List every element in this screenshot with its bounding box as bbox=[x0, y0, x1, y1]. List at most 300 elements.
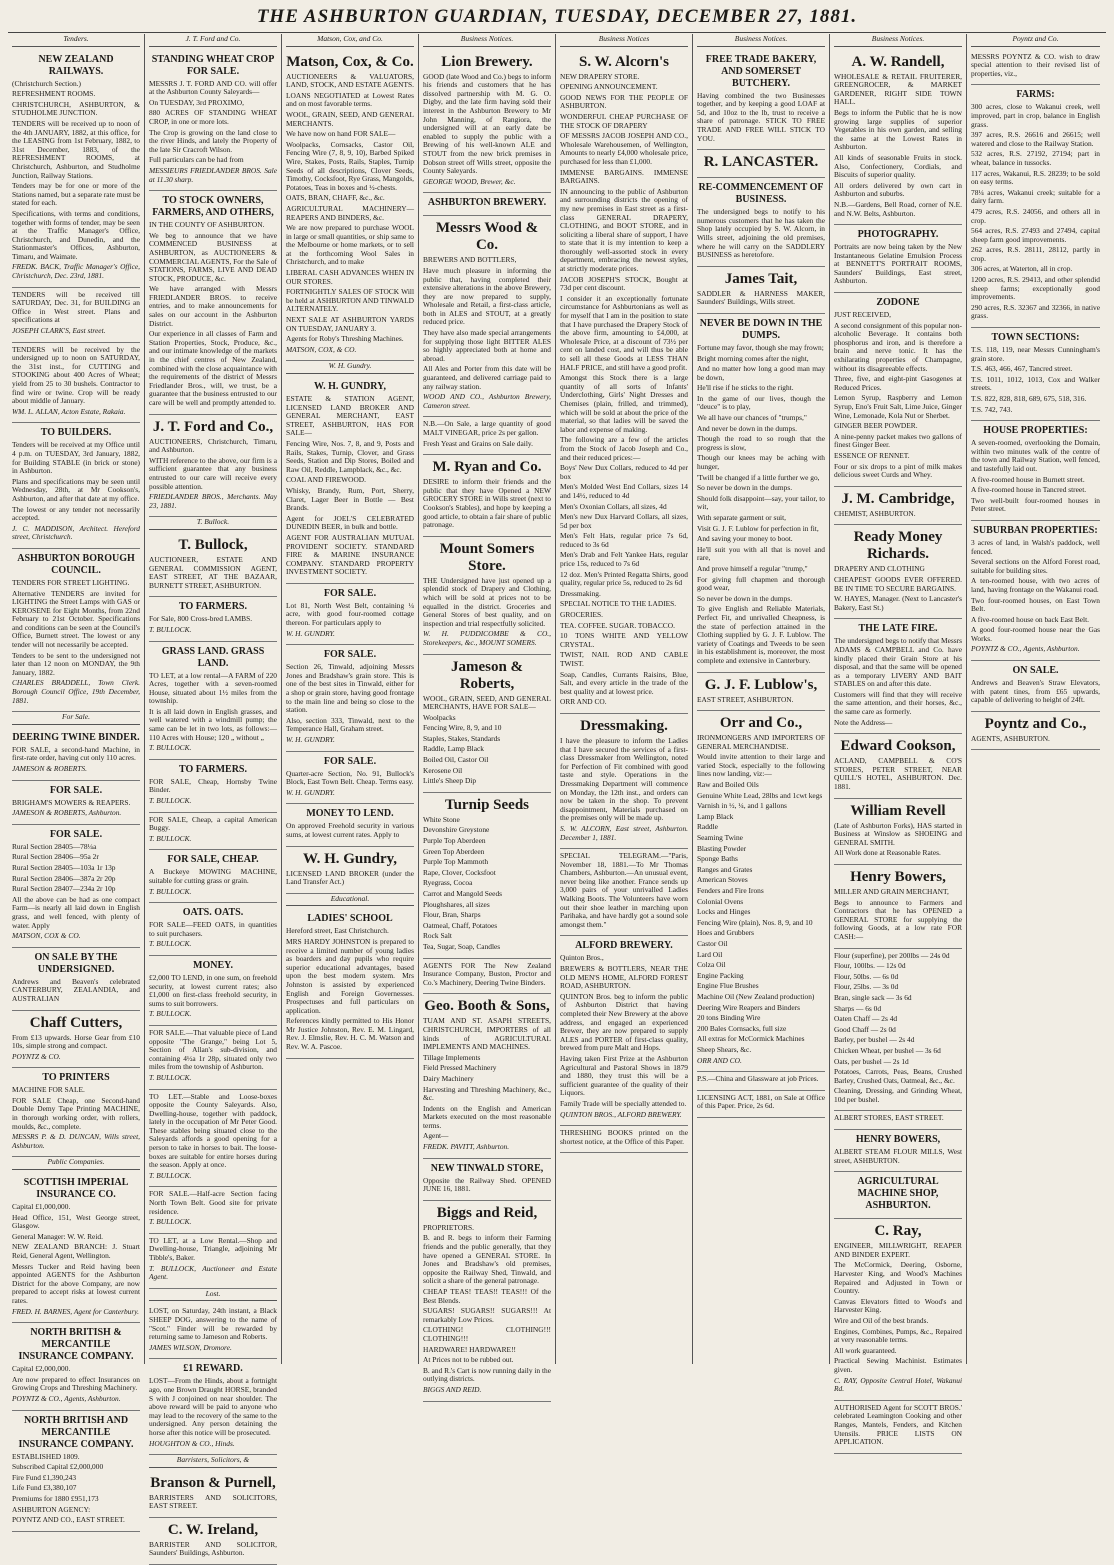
ad-text: I have the pleasure to inform the Ladies that I have secured the services of a first-class Dressmaker from Wellington, noted for Perfection of Fit combined with good taste and style. Operations in the Dressmaking Department will commence on Monday, the 12th inst., and orders can now be taken in the shop. To prevent disappointment, Materials purchased on the premises only will be made up. bbox=[560, 735, 688, 823]
advertisement bbox=[149, 956, 277, 1026]
ad-signature: MESSIEURS FRIEDLANDER BROS. Sale at 11.30 sharp. bbox=[149, 165, 277, 184]
column-header: For Sale. bbox=[12, 712, 140, 725]
ad-text: A nine-penny packet makes two gallons of finest Ginger Beer. bbox=[834, 431, 962, 450]
ad-text: ORR AND CO. bbox=[560, 697, 607, 707]
ad-text: Two well-built four-roomed houses in Peter street. bbox=[971, 495, 1100, 514]
ad-text: And never be down in the dumps. bbox=[697, 423, 797, 433]
ad-text: Engine Flue Brushes bbox=[697, 981, 759, 991]
ad-text: FOR SALE, Cheap, a capital American Buggy. bbox=[149, 814, 277, 833]
advertisement bbox=[286, 909, 414, 1058]
ad-signature: JAMESON & ROBERTS, Ashburton. bbox=[12, 808, 122, 818]
ad-text: Rural Section 28405—78¼a bbox=[12, 841, 97, 851]
advertisement bbox=[12, 825, 140, 948]
ad-text: The McCormick, Deering, Osborne, Harvester King, and Wood's Machines Repaired and Adjusted in Town or Country. bbox=[834, 1260, 962, 1296]
column-header: Business Notices. bbox=[423, 34, 551, 47]
ad-text: 300 acres, close to Wakanui creek, well improved, part in crop, balance in English grass. bbox=[971, 102, 1100, 129]
ad-heading: RE-COMMENCEMENT OF BUSINESS. bbox=[698, 182, 824, 206]
advertisement bbox=[423, 193, 551, 216]
advertisement bbox=[12, 1173, 140, 1323]
ad-text: N.B.—On Sale, a large quantity of good MALT VINEGAR, price 2s per gallon. bbox=[423, 419, 551, 437]
ad-text: Boiled Oil, Castor Oil bbox=[423, 755, 489, 765]
ad-signature: T. BULLOCK. bbox=[149, 1009, 192, 1019]
ad-text: CLOTHING! CLOTHING!!! CLOTHING!!! bbox=[423, 1325, 551, 1343]
ad-text: Ranges and Grates bbox=[697, 864, 753, 874]
ad-heading: FOR SALE. bbox=[323, 649, 377, 661]
column-7 bbox=[830, 34, 967, 1447]
ad-signature: T. BULLOCK. bbox=[149, 939, 192, 949]
advertisement bbox=[423, 537, 551, 655]
advertisement bbox=[149, 1471, 277, 1518]
advertisement bbox=[12, 423, 140, 549]
advertisement bbox=[834, 619, 962, 734]
ad-text: Four or six drops to a pint of milk makes delicious sweet Curds and Whey. bbox=[834, 461, 962, 480]
ad-text: Fencing Wire, 8, 9, and 10 bbox=[423, 723, 502, 733]
ad-text: IN THE COUNTY OF ASHBURTON. bbox=[149, 220, 265, 230]
ad-text: For Sale, 800 Cross-bred LAMBS. bbox=[149, 614, 253, 624]
ad-heading: A. W. Randell, bbox=[851, 53, 945, 70]
ad-text: Though the road to so rough that the progress is slow, bbox=[697, 434, 825, 452]
ad-heading: William Revell bbox=[850, 802, 946, 819]
ad-text: Green Top Aberdeen bbox=[423, 846, 485, 856]
ad-text: 880 ACRES OF STANDING WHEAT CROP, in one or more lots. bbox=[149, 108, 277, 126]
ad-text: BREWERS AND BOTTLERS, bbox=[423, 255, 517, 265]
ad-text: FOR SALE Cheap, one Second-hand Double Demy Tape Printing MACHINE, in thorough working order, with rollers, moulds, &c., complete. bbox=[12, 1095, 140, 1131]
ad-text: ACLAND, CAMPBELL & CO'S STORES, PETER STREET, NEAR QUILL'S HOTEL, ASHBURTON. Dec. 1881. bbox=[834, 756, 962, 792]
column-5 bbox=[556, 34, 693, 1364]
advertisement bbox=[834, 487, 962, 526]
ad-text: General Manager: W. W. Reid. bbox=[12, 1231, 103, 1241]
ad-text: Head Office, 151, West George street, Glasgow. bbox=[12, 1212, 140, 1231]
ad-text: Ryegrass, Cocoa bbox=[423, 878, 473, 888]
ad-text: (Christchurch Section.) bbox=[12, 78, 81, 88]
ad-heading: W. H. GUNDRY, bbox=[314, 381, 386, 392]
ad-text: CHRISTCHURCH, ASHBURTON, & STUDHOLME JUNCTION. bbox=[12, 99, 140, 118]
advertisement bbox=[12, 50, 140, 288]
ad-text: Boys' New Dux Collars, reduced to 4d per box bbox=[560, 463, 688, 481]
ad-text: BREWERS & BOTTLERS, NEAR THE OLD MEN'S HOME, ALFORD FOREST ROAD, ASHBURTON. bbox=[560, 964, 688, 991]
ad-text: Begs to inform the Public that he is now growing large supplies of superior Vegetables in his own garden, and selling the same at the Lowest Rates in Ashburton. bbox=[834, 107, 962, 152]
ad-signature: T. BULLOCK. bbox=[149, 1072, 192, 1082]
ad-text: NEXT SALE AT ASHBURTON YARDS ON TUESDAY, JANUARY 3. bbox=[286, 315, 414, 333]
ad-text: Tenders may be for one or more of the Stations named, but a separate rate must be stated for each. bbox=[12, 181, 140, 208]
advertisement bbox=[286, 645, 414, 751]
advertisement bbox=[12, 781, 140, 825]
ad-text: Though our knees may be aching with hunger, bbox=[697, 453, 825, 472]
ad-text: Andrews and Beaven's celebrated CANTERBURY, ZEALANDIA, and AUSTRALIAN bbox=[12, 976, 140, 1003]
ad-text: Men's Oxonian Collars, all sizes, 4d bbox=[560, 501, 667, 511]
ad-heading: C. Ray, bbox=[874, 1223, 922, 1240]
ad-text: T.S. 822, 828, 818, 689, 675, 518, 316. bbox=[971, 394, 1087, 403]
ad-text: 3 acres of land, in Walsh's paddock, well fenced. bbox=[971, 537, 1100, 556]
ad-signature: T. BULLOCK. bbox=[149, 1170, 192, 1180]
ad-signature: FRED. H. BARNES, Agent for Canterbury. bbox=[12, 1306, 139, 1316]
ad-text: Dressmaking. bbox=[560, 588, 601, 598]
ad-text: WOOL, GRAIN, SEED, AND GENERAL MERCHANTS. bbox=[286, 109, 414, 128]
ad-text: Carrot and Mangold Seeds bbox=[423, 889, 503, 898]
ad-heading: J. T. Ford and Co., bbox=[152, 418, 274, 435]
ad-text: ALBERT STORES, EAST STREET. bbox=[834, 1113, 944, 1123]
ad-text: Have much pleasure in informing the public that, having completed their extensive alterations in the above Brewery, they are now prepared to supply, Wholesale and Retail, a first-class article, both in ALES and STOUT, at a greatly reduced price. bbox=[423, 265, 551, 327]
advertisement bbox=[423, 216, 551, 417]
ad-text: IN announcing to the public of Ashburton and surrounding districts the opening of my new premises in East street as a first-class GENERAL DRAPERY, CLOTHING, and BOOT STORE, and in soliciting a liberal share of support, I have to state that it is my intention to keep a thoroughly well-assorted stock in every department, embracing the newest styles, at strictly moderate prices. bbox=[560, 186, 688, 274]
ad-text: T.S. 463, 466, 467, Tancred street. bbox=[971, 364, 1073, 374]
ad-text: Are now prepared to effect Insurances on Growing Crops and Threshing Machinery. bbox=[12, 1374, 140, 1393]
ad-text: OPENING ANNOUNCEMENT. bbox=[560, 82, 658, 92]
ad-text: GOOD (late Wood and Co.) begs to inform his friends and customers that he has dissolved partnership with M. G. O. Digby, and the late firm having sold their interest in the Ashburton Brewery to Mr John Manning, of Rangiora, the undersigned will at an early date be enabled to supply the public with a Brewing of his well-known ALE and STOUT from the new brick premises in Dobson street off Wills street, opposite the County Saleyards. bbox=[423, 71, 551, 176]
ad-text: OF MESSRS JACOB JOSEPH AND CO., Wholesale Warehousemen, of Wellington, Amounts to nearly £4,000 wholesale price, purchased for less than £1,000. bbox=[560, 131, 688, 166]
ad-text: Capital £1,000,000. bbox=[12, 1202, 71, 1212]
advertisement bbox=[286, 50, 414, 362]
advertisement bbox=[423, 994, 551, 1158]
advertisement bbox=[697, 50, 825, 151]
ad-text: At Prices not to be rubbed out. bbox=[423, 1355, 514, 1365]
column-header: Business Notices. bbox=[697, 34, 825, 47]
ad-heading: ASHBURTON BREWERY. bbox=[427, 197, 547, 209]
ad-text: A good four-roomed house near the Gas Works. bbox=[971, 625, 1100, 643]
ad-text: Flour, Bran, Sharps bbox=[423, 910, 481, 920]
ad-text: Two four-roomed houses, on East Town Belt. bbox=[971, 595, 1100, 614]
ad-text: TENDERS FOR STREET LIGHTING. bbox=[12, 577, 130, 587]
advertisement bbox=[834, 949, 962, 1112]
ad-text: WONDERFUL CHEAP PURCHASE OF THE STOCK OF DRAPERY bbox=[560, 111, 688, 130]
ad-signature: MATSON, COX & CO. bbox=[12, 931, 81, 941]
ad-text: Would invite attention to their large and varied Stock, especially to the following lines now landing, viz:— bbox=[697, 752, 825, 779]
advertisement bbox=[12, 1068, 140, 1157]
ad-text: GROCERIES. bbox=[560, 610, 603, 620]
ad-text: Whisky, Brandy, Rum, Port, Sherry, Claret, Lager Beer in Bottle — Best Brands. bbox=[286, 485, 414, 513]
ad-text: The Crop is growing on the land close to the river Hinds, and lately the Property of the late Sir Cracroft Wilson. bbox=[149, 127, 277, 154]
ad-text: T.S. 1011, 1012, 1013, Cox and Walker streets. bbox=[971, 374, 1100, 393]
ad-signature: MATSON, COX, & CO. bbox=[286, 344, 357, 354]
advertisement bbox=[423, 1159, 551, 1201]
ad-text: 306 acres, at Waterton, all in crop. bbox=[971, 264, 1073, 274]
ad-heading: Matson, Cox, & Co. bbox=[286, 53, 414, 70]
advertisement bbox=[149, 533, 277, 597]
ad-text: B. and R.'s Cart is now running daily in the outlying districts. bbox=[423, 1365, 551, 1384]
ad-heading: J. M. Cambridge, bbox=[841, 490, 955, 507]
column-4 bbox=[419, 34, 556, 1394]
ad-text: Fresh Yeast and Grains on Sale daily. bbox=[423, 438, 533, 448]
ad-heading: TO PRINTERS bbox=[42, 1072, 110, 1084]
column-header: Business Notices bbox=[560, 34, 688, 47]
ad-text: Deering Wire Reapers and Binders bbox=[697, 1002, 800, 1012]
ad-text: Rural Section 28407—234a 2r 10p bbox=[12, 884, 116, 894]
ad-text: TO LET, at a low rental—A FARM of 220 Acres, together with a seven-roomed House, situated about 1½ miles from the township. bbox=[149, 670, 277, 706]
ad-text: FOR SALE—FEED OATS, in quantities to suit purchasers. bbox=[149, 920, 277, 938]
advertisement bbox=[834, 225, 962, 293]
ad-text: He'll rise if he sticks to the right. bbox=[697, 383, 794, 393]
ad-text: SPECIAL NOTICE TO THE LADIES. bbox=[560, 599, 677, 609]
ad-text: All extras for McCormick Machines bbox=[697, 1034, 805, 1044]
ad-text: Woolpacks bbox=[423, 712, 456, 722]
ad-text: TEA. COFFEE. SUGAR. TOBACCO. bbox=[560, 620, 675, 630]
column-header: Lost. bbox=[149, 1289, 277, 1302]
ad-heading: FOR SALE. bbox=[49, 784, 103, 796]
ad-text: 262 acres, R.S. 28111, 28112, partly in crop. bbox=[971, 245, 1100, 263]
ad-heading: Messrs Wood & Co. bbox=[435, 220, 539, 254]
ad-text: ASHBURTON AGENCY: bbox=[12, 1504, 91, 1514]
ad-text: Agent— bbox=[423, 1131, 449, 1141]
ad-heading: FREE TRADE BAKERY, AND SOMERSET BUTCHERY. bbox=[705, 53, 817, 89]
ad-text: THRESHING BOOKS printed on the shortest notice, at the Office of this Paper. bbox=[560, 1128, 688, 1146]
ad-text: 20 tons Binding Wire bbox=[697, 1013, 761, 1023]
advertisement bbox=[286, 377, 414, 584]
ad-text: Fencing Wire, Nos. 7, 8, and 9, Posts and Rails, Stakes, Turnip, Clover, and Grass Seeds, Station and Dip Stores, Boiled and Raw Oil, Reddle, Lampblack, &c., &c. bbox=[286, 438, 414, 474]
ad-text: Dairy Machinery bbox=[423, 1073, 474, 1083]
advertisement bbox=[149, 1304, 277, 1359]
advertisement bbox=[149, 1187, 277, 1233]
ad-text: Soap, Candles, Currants Raisins, Blue, Salt, and every article in the trade of the best quality and at lowest price. bbox=[560, 669, 688, 696]
ad-text: AGENT FOR AUSTRALIAN MUTUAL PROVIDENT SOCIETY. STANDARD FIRE & MARINE INSURANCE COMPANY. STANDARD PROPERTY INVESTMENT SOCIETY. bbox=[286, 532, 414, 577]
ad-text: The undersigned begs to notify to his numerous customers that he has taken the Shop lately occupied by S. W. Alcorn, in Wills street, adjoining the old premises, where he will carry on the SADDLERY BUSINESS as heretofore. bbox=[697, 207, 825, 260]
ad-text: We beg to announce that we have COMMENCED BUSINESS at ASHBURTON, as AUCTIONEERS & COMMERCIAL AGENTS, For the Sale of STATIONS, FARMS, LIVE AND DEAD STOCK, PRODUCE, &c. bbox=[149, 230, 277, 283]
ad-heading: LADIES' SCHOOL bbox=[307, 913, 393, 925]
ad-text: OATS, BRAN, CHAFF, &c., &c. bbox=[286, 193, 385, 203]
ad-text: Life Fund £3,380,107 bbox=[12, 1483, 77, 1493]
ad-heading: Turnip Seeds bbox=[444, 796, 530, 813]
ad-text: Lemon Syrup, Raspberry and Lemon Syrup, Eno's Fruit Salt, Lime Juice, Ginger Wine, Lemonade, Kola Nut or Sherbet. bbox=[834, 393, 962, 420]
column-header: Public Companies. bbox=[12, 1157, 140, 1170]
column-header: W. H. Gundry. bbox=[286, 361, 414, 374]
column-1 bbox=[8, 34, 145, 1525]
ad-heading: Henry Bowers, bbox=[850, 869, 946, 885]
advertisement bbox=[286, 847, 414, 894]
ad-heading: MONEY. bbox=[193, 959, 233, 971]
ad-text: Begs to announce to Farmers and Contractors that he has OPENED a GENERAL STORE for supplying the following Goods, at a low rate FOR CASH:— bbox=[834, 897, 962, 941]
ad-text: So never be down in the dumps. bbox=[697, 593, 793, 603]
ad-text: Sharps — 6s 0d bbox=[834, 1003, 882, 1013]
ad-text: Note the Address— bbox=[834, 717, 893, 727]
ad-text: Staples, Stakes, Standards bbox=[423, 733, 501, 743]
ad-signature: W. H. GUNDRY. bbox=[286, 735, 335, 744]
ad-text: CHEAP TEAS! TEAS!! TEAS!!! Of the Best Blends. bbox=[423, 1287, 551, 1305]
ad-text: And prove himself a regular "trump," bbox=[697, 563, 808, 573]
advertisement bbox=[149, 813, 277, 851]
ad-heading: ASHBURTON BOROUGH COUNCIL. bbox=[17, 552, 135, 576]
advertisement bbox=[560, 1126, 688, 1153]
ad-heading: SUBURBAN PROPERTIES: bbox=[973, 524, 1098, 536]
ad-heading: NEW TINWALD STORE, bbox=[430, 1162, 544, 1174]
ad-heading: FOR SALE. bbox=[49, 828, 103, 840]
ad-text: Indents on the English and American Markets executed on the most reasonable terms. bbox=[423, 1103, 551, 1130]
ad-text: LOANS NEGOTIATED at Lowest Rates and on most favorable terms. bbox=[286, 90, 414, 109]
ad-text: On approved Freehold security in various sums, at lowest current rates. Apply to bbox=[286, 821, 414, 839]
advertisement bbox=[697, 1072, 825, 1091]
ad-text: 564 acres, R.S. 27493 and 27494, capital sheep farm good improvements. bbox=[971, 226, 1100, 244]
ad-text: 200 Bales Cornsacks, full size bbox=[697, 1023, 787, 1033]
advertisement bbox=[834, 525, 962, 619]
ad-signature: CHARLES BRADDELL, Town Clerk. Borough Council Office, 19th December, 1881. bbox=[12, 678, 140, 705]
ad-text: COAL AND FIREWOOD. bbox=[286, 475, 366, 485]
ad-text: Ploughshares, all sizes bbox=[423, 899, 490, 909]
ad-text: ENGINEER, MILLWRIGHT, REAPER AND BINDER EXPERT. bbox=[834, 1241, 962, 1259]
column-header: Educational. bbox=[286, 894, 414, 907]
advertisement bbox=[834, 865, 962, 949]
ad-heading: Geo. Booth & Sons, bbox=[424, 998, 550, 1015]
ad-text: SUGARS! SUGARS!! SUGARS!!! At remarkably Low Prices. bbox=[423, 1306, 551, 1324]
ad-text: NEW DRAPERY STORE. bbox=[560, 71, 640, 81]
ad-text: Messrs Tucker and Reid having been appointed AGENTS for the Ashburton District for the above Company, are now prepared to accept risks at lowest current rates. bbox=[12, 1261, 140, 1305]
advertisement bbox=[149, 1090, 277, 1188]
advertisement bbox=[697, 314, 825, 673]
ad-text: Also, section 333, Tinwald, next to the Temperance Hall, Graham street. bbox=[286, 715, 414, 734]
ad-text: JACOB JOSEPH'S STOCK, Bought at 73d per cent discount. bbox=[560, 274, 688, 293]
advertisement bbox=[12, 1323, 140, 1410]
ad-signature: FREDK. PAVITT, Ashburton. bbox=[423, 1142, 510, 1152]
ad-text: 78¼ acres, Wakanui creek; suitable for a dairy farm. bbox=[971, 187, 1100, 206]
ad-text: T.S. 742, 743. bbox=[971, 404, 1013, 414]
ad-text: With separate garment or suit, bbox=[697, 513, 786, 522]
ad-signature: POYNTZ & CO. bbox=[12, 1051, 61, 1061]
ad-text: Oatmeal, Chaff, Potatoes bbox=[423, 920, 498, 930]
advertisement bbox=[12, 948, 140, 1011]
ad-text: Cleaning, Dressing, and Grinding Wheat, 10d per bushel. bbox=[834, 1086, 962, 1104]
ad-heading: W. H. Gundry, bbox=[302, 850, 398, 867]
ad-signature: S. W. ALCORN, East street, Ashburton. December 1, 1881. bbox=[560, 823, 688, 842]
ad-heading: C. W. Ireland, bbox=[167, 1521, 259, 1538]
advertisement bbox=[697, 267, 825, 314]
advertisement bbox=[560, 849, 688, 936]
ad-text: Sheep Shears, &c. bbox=[697, 1044, 752, 1054]
ad-text: TENDERS will be received till SATURDAY, Dec. 31, for BUILDING an Office in West street. Plans and specifications at bbox=[12, 289, 140, 325]
ad-text: Varnish in ½, ¼, and 1 gallons bbox=[697, 801, 787, 811]
ad-text: LOST—From the Hinds, about a fortnight ago, one Brown Draught HORSE, branded S with J conjoined on near shoulder. The above reward will be paid to anyone who may lead to the recovery of the same to the undersigned. Any person detaining the horse after this notice will be prosecuted. bbox=[149, 1376, 277, 1437]
ad-text: All Work done at Reasonable Rates. bbox=[834, 848, 941, 858]
ad-heading: AGRICULTURAL MACHINE SHOP, ASHBURTON. bbox=[857, 1176, 939, 1212]
ad-heading: TO STOCK OWNERS, FARMERS, AND OTHERS, bbox=[152, 195, 274, 219]
advertisement bbox=[834, 734, 962, 798]
ad-signature: POYNTZ & CO., Agents, Ashburton. bbox=[12, 1393, 121, 1403]
ad-text: Locks and Hinges bbox=[697, 907, 751, 917]
ad-text: A Buckeye MOWING MACHINE, suitable for cutting grass or grain. bbox=[149, 867, 277, 885]
ad-text: Seaming Twine bbox=[697, 833, 743, 843]
ad-text: Little's Sheep Dip bbox=[423, 776, 477, 786]
advertisement bbox=[149, 1234, 277, 1289]
ad-text: A seven-roomed, overlooking the Domain, within two minutes walk of the centre of the town and Railway Station, well fenced, and tastefully laid out. bbox=[971, 438, 1100, 473]
ad-text: 12 doz. Men's Printed Regatta Shirts, good quality, regular price 5s, reduced to 2s 6d bbox=[560, 569, 688, 588]
ad-signature: W. H. GUNDRY. bbox=[286, 787, 335, 797]
ad-text: Sponge Baths bbox=[697, 854, 738, 864]
ad-text: Bright morning comes after the night, bbox=[697, 353, 809, 363]
ad-heading: FOR SALE. bbox=[323, 587, 377, 599]
ad-text: Practical Sewing Machinist. Estimates given. bbox=[834, 1356, 962, 1374]
ad-text: TO LET.—Stable and Loose-boxes opposite the County Saleyards. Also, Dwelling-house, together with paddock, lately in the occupation of Mr Peter Good. These stables being situated close to the Saleyards affords a good opening for a person to take in horses to bait. The loose-boxes are suitable for entire horses during the season. Apply at once. bbox=[149, 1091, 277, 1170]
ad-text: ALBERT STEAM FLOUR MILLS, West street, ASHBURTON. bbox=[834, 1147, 962, 1165]
ad-heading: TOWN SECTIONS: bbox=[991, 332, 1080, 344]
column-2 bbox=[145, 34, 282, 1558]
ad-text: Plans and specifications may be seen until Wednesday, 28th, at Mr Cookson's, Ashburton, and after that date at my office. bbox=[12, 476, 140, 503]
ad-signature: T. BULLOCK, Auctioneer and Estate Agent. bbox=[149, 1263, 277, 1282]
ad-text: FORTNIGHTLY SALES OF STOCK Will be held at ASHBURTON AND TINWALD ALTERNATELY. bbox=[286, 287, 414, 314]
ad-text: Agents for Roby's Threshing Machines. bbox=[286, 334, 404, 344]
ad-signature: ORR AND CO. bbox=[697, 1055, 742, 1065]
ad-text: THE Undersigned have just opened up a splendid stock of Drapery and Clothing, which will be sold at prices not to be equalled in the district. Groceries and General Stores of best quality, and on inspection and trial respectfully solicited. bbox=[423, 575, 551, 628]
ad-text: And saving your money to boot. bbox=[697, 534, 793, 544]
ad-text: MILLER AND GRAIN MERCHANT, bbox=[834, 887, 949, 896]
ad-heading: HOUSE PROPERTIES: bbox=[983, 425, 1088, 437]
ad-text: Wire and Oil of the best brands. bbox=[834, 1316, 929, 1325]
advertisement bbox=[834, 799, 962, 865]
ad-signature: BIGGS AND REID. bbox=[423, 1384, 482, 1394]
ad-text: Section 26, Tinwald, adjoining Messrs Jones and Bradshaw's grain store. This is one of the best sites in Tinwald, either for a shop or grain store, having good frontage to the main line and being so close to the station. bbox=[286, 662, 414, 715]
ad-text: Castor Oil bbox=[697, 938, 728, 948]
ad-text: Lot 81, North West Belt, containing ¼ acre, with good four-roomed cottage thereon. For particulars apply to bbox=[286, 600, 414, 628]
column-header: J. T. Ford and Co. bbox=[149, 34, 277, 47]
ad-text: Rural Section 28405—103a 1r 13p bbox=[12, 862, 116, 872]
ad-heading: TO FARMERS. bbox=[179, 763, 247, 775]
column-header: Tenders. bbox=[12, 34, 140, 47]
ad-text: Flour (superfine), per 200lbs — 24s 0d bbox=[834, 950, 950, 960]
ad-text: MESSRS POYNTZ & CO. wish to draw special attention to their revised list of properties, viz., bbox=[971, 51, 1100, 78]
ad-text: WHOLESALE & RETAIL FRUITERER, GREENGROCER, & MARKET GARDENER, RIGHT SIDE TOWN HALL. bbox=[834, 71, 962, 107]
ad-text: Rock Salt bbox=[423, 931, 452, 941]
ad-text: Raw and Boiled Oils bbox=[697, 780, 759, 790]
ad-text: Hoes and Grubbers bbox=[697, 928, 755, 938]
ad-text: Purple Top Mammoth bbox=[423, 857, 489, 867]
ad-text: Engine Packing bbox=[697, 970, 744, 980]
advertisement bbox=[12, 549, 140, 712]
ad-text: Portraits are now being taken by the New Instantaneous Gelatine Emulsion Process at BENNETT'S PORTRAIT ROOMS, Saunders' Buildings, East street, Ashburton. bbox=[834, 242, 962, 286]
ad-text: BARRISTER AND SOLICITOR, Saunders' Buildings, Ashburton. bbox=[149, 1539, 277, 1558]
column-3 bbox=[282, 34, 419, 1364]
advertisement bbox=[149, 50, 277, 192]
ad-text: Tenders to be sent to the undersigned not later than 12 noon on MONDAY, the 9th January, 1882. bbox=[12, 650, 140, 677]
ad-text: P.S.—China and Glassware at job Prices. bbox=[697, 1074, 819, 1084]
ad-text: FOR SALE.—That valuable piece of Land opposite "The Grange," being Lot 5, Section of Allan's sub-division, and containing 4½a 1r 28p, situated only two miles from the township of Ashburton. bbox=[149, 1027, 277, 1072]
ad-text: Canvas Elevators fitted to Wood's and Harvester King. bbox=[834, 1296, 962, 1315]
ad-text: A five-roomed house in Burnett street. bbox=[971, 474, 1085, 484]
advertisement bbox=[149, 760, 277, 813]
ad-heading: £1 REWARD. bbox=[183, 1363, 243, 1375]
advertisement bbox=[286, 804, 414, 846]
ad-heading: Branson & Purnell, bbox=[150, 1474, 276, 1491]
ad-signature: QUINTON BROS., ALFORD BREWERY. bbox=[560, 1109, 682, 1119]
ad-heading: Chaff Cutters, bbox=[29, 1014, 123, 1031]
ad-signature: MESSRS P. & D. DUNCAN, Wills street, Ashburton. bbox=[12, 1132, 140, 1150]
ad-heading: Ready Money Richards. bbox=[853, 529, 943, 563]
ad-text: Hereford street, East Christchurch. bbox=[286, 926, 389, 936]
ad-text: JUST RECEIVED, bbox=[834, 310, 891, 320]
ad-text: ESSENCE OF RENNET. bbox=[834, 450, 910, 460]
ad-text: Oaten Chaff — 2s 4d bbox=[834, 1014, 898, 1024]
ad-text: Opposite the Railway Shed. OPENED JUNE 16, 1881. bbox=[423, 1175, 551, 1194]
ad-signature: JAMES WILSON, Dromore. bbox=[149, 1342, 232, 1352]
ad-text: In the game of our lives, though the "deuce" is to play, bbox=[697, 393, 825, 412]
ad-text: Several sections on the Alford Forest road, suitable for building sites. bbox=[971, 557, 1100, 575]
advertisement bbox=[834, 50, 962, 226]
ad-heading: OATS. OATS. bbox=[182, 907, 244, 919]
ad-text: Raddle, Lamp Black bbox=[423, 744, 484, 754]
ad-signature: FRIEDLANDER BROS., Merchants. May 23, 1881. bbox=[149, 492, 277, 510]
ad-text: T.S. 118, 119, near Messrs Cunningham's grain store. bbox=[971, 345, 1100, 363]
ad-text: Men's Molded West End Collars, sizes 14 and 14½, reduced to 4d bbox=[560, 482, 688, 500]
advertisement bbox=[697, 711, 825, 1072]
ad-heading: Edward Cookson, bbox=[840, 738, 956, 755]
ad-text: Flour, 100lbs. — 12s 0d bbox=[834, 961, 906, 971]
advertisement bbox=[834, 1401, 962, 1454]
ad-heading: STANDING WHEAT CROP FOR SALE. bbox=[151, 53, 275, 77]
ad-heading: Poyntz and Co., bbox=[984, 715, 1087, 732]
ad-text: Field Pressed Machinery bbox=[423, 1063, 497, 1073]
ad-text: EAST STREET, ASHBURTON. bbox=[697, 694, 794, 704]
ad-text: CHEMIST, ASHBURTON. bbox=[834, 508, 916, 518]
ad-signature: T. BULLOCK. bbox=[149, 833, 192, 843]
advertisement bbox=[12, 1411, 140, 1532]
ad-text: Rural Section 28406—95a 2r bbox=[12, 852, 99, 862]
ad-text: QUINTON Bros. beg to inform the public of Ashburton District that having completed their New Brewery at the above address, and engaged an experienced Brewer, they are now prepared to supply ALES and PORTER of first-class quality, brewed from pure Malt and Hops. bbox=[560, 991, 688, 1053]
ad-text: Agent for JOEL'S CELEBRATED DUNEDIN BEER, in bulk and bottle. bbox=[286, 513, 414, 532]
ad-text: Rape, Clover, Cocksfoot bbox=[423, 867, 496, 877]
